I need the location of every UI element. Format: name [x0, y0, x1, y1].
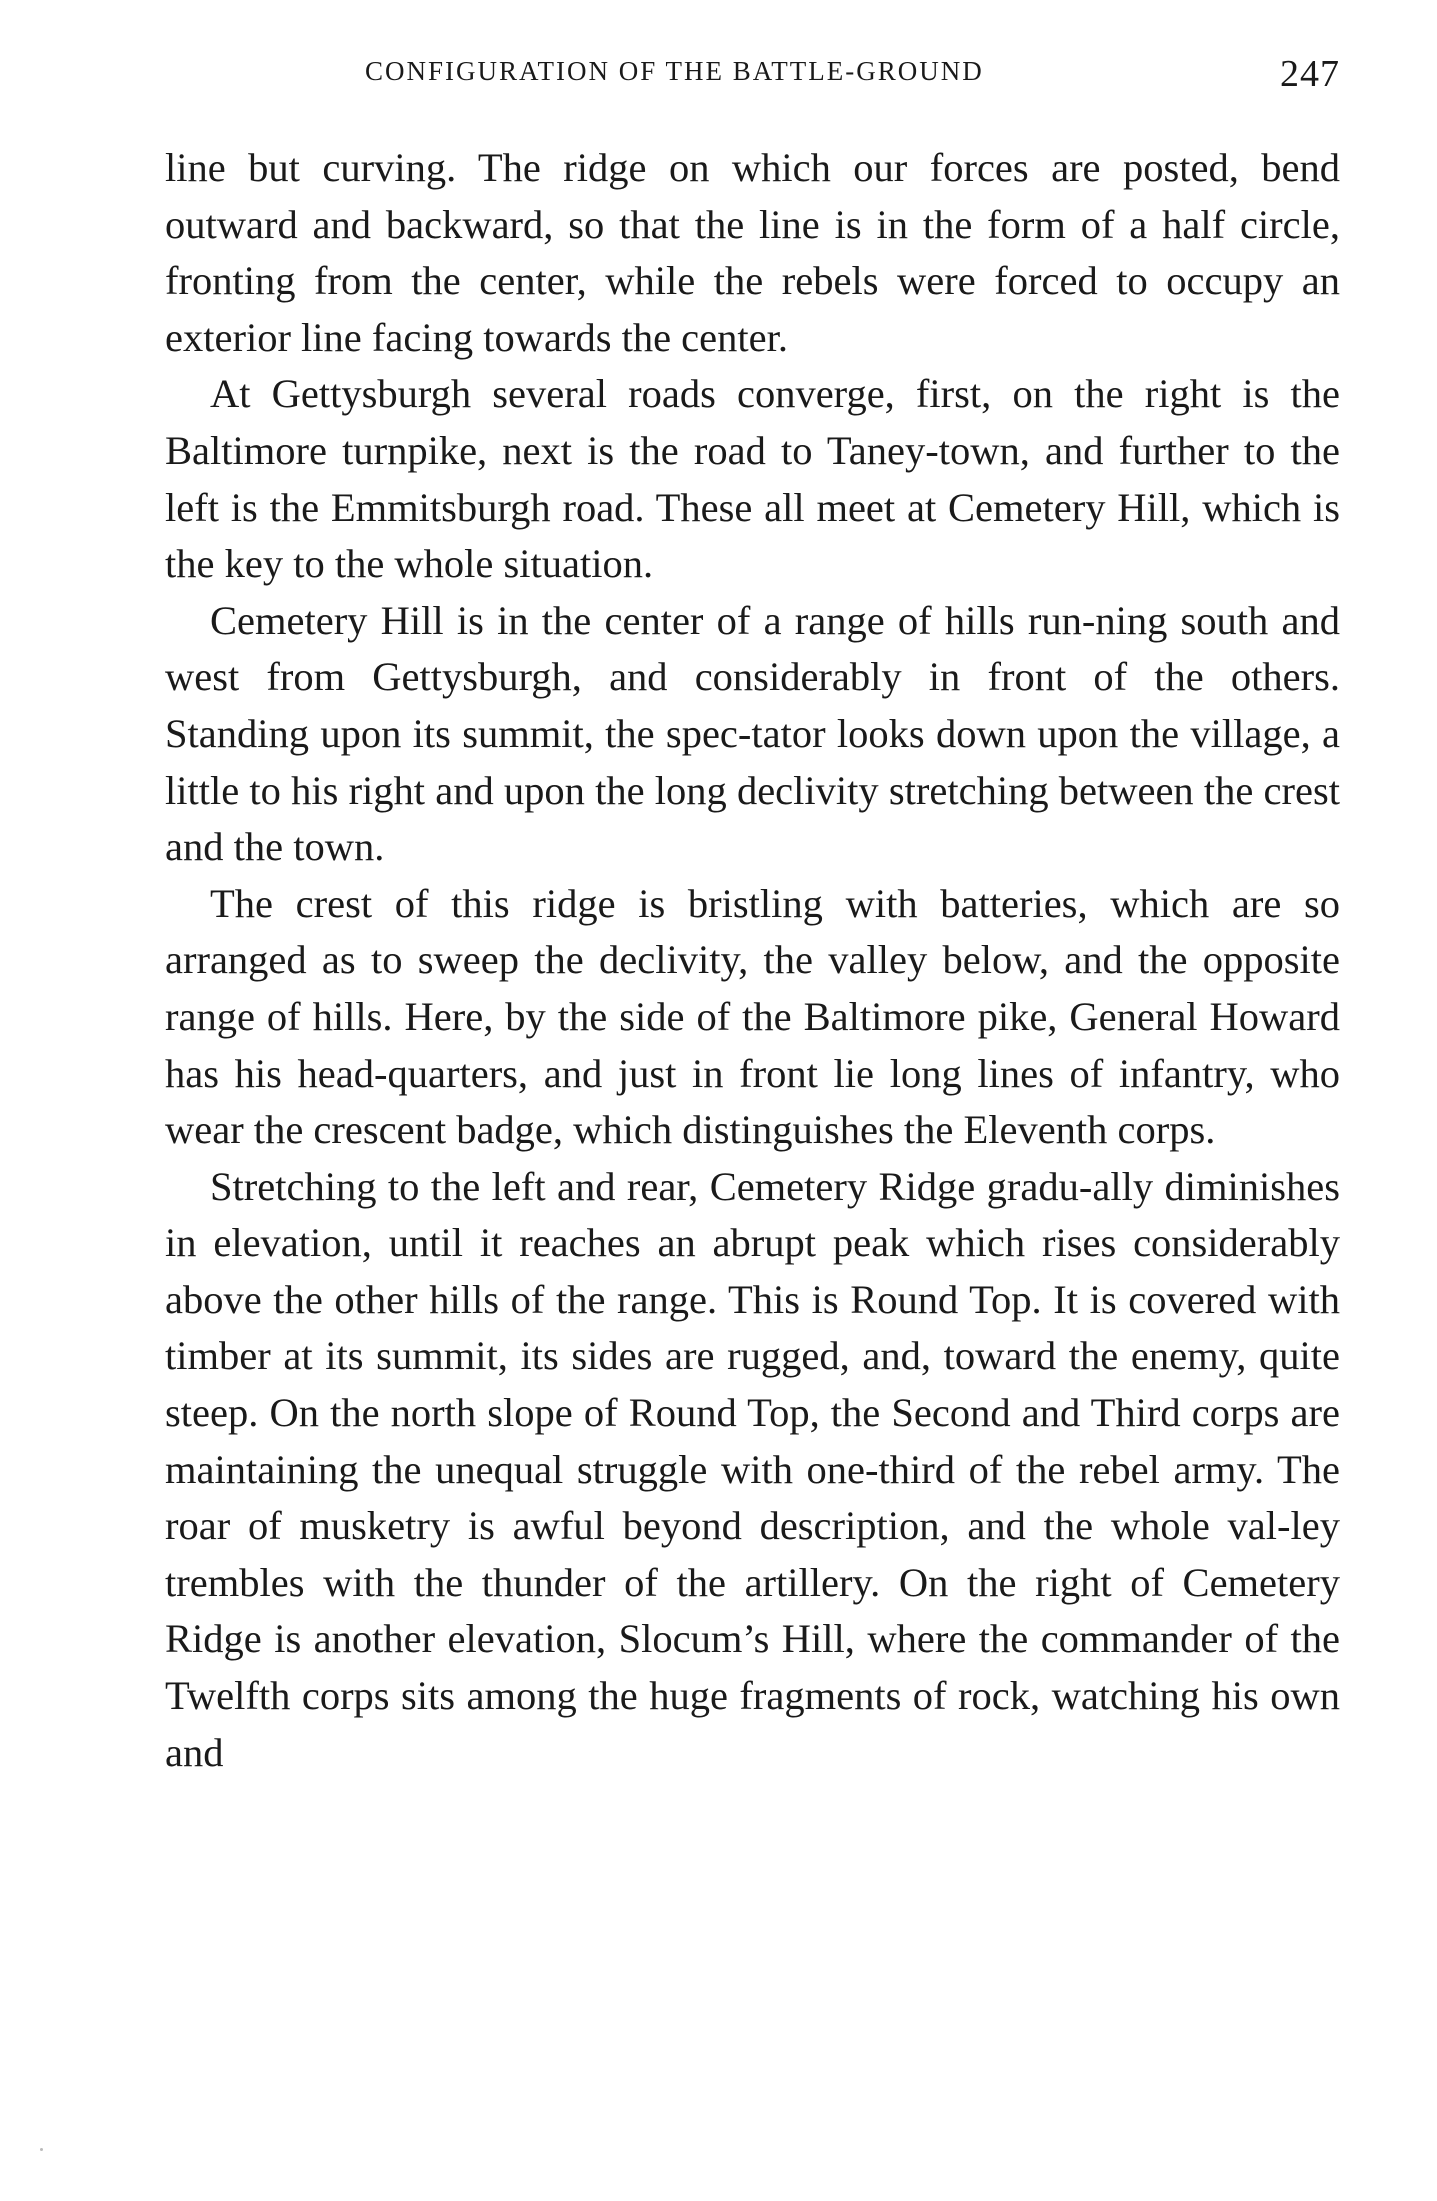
page-number: 247	[1280, 53, 1340, 95]
paragraph-cemetery-hill: Cemetery Hill is in the center of a range of hills run-ning south and west from Gettysburgh, and considerably in front of the others. Standing upon its summit, the spec-tator looks down upon the village, a little to his right and upon the long declivity stretching between the crest and the town.	[165, 597, 1340, 870]
body-text	[165, 140, 1340, 1781]
paper-speck	[40, 2148, 43, 2151]
paragraph-continued: line but curving. The ridge on which our forces are posted, bend outward and backward, so that the line is in the form of a half circle, fronting from the center, while the rebels were forced to occupy an exterior line facing towards the center.	[165, 145, 1340, 360]
paragraph-round-top: Stretching to the left and rear, Cemetery Ridge gradu-ally diminishes in elevation, until it reaches an abrupt peak which rises considerably above the other hills of the range. This is Round Top. It is covered with timber at its summit, its sides are rugged, and, toward the enemy, quite steep. On the north slope of Round Top, the Second and Third corps are maintaining the unequal struggle with one-third of the rebel army. The roar of musketry is awful beyond description, and the whole val-ley trembles with the thunder of the artillery. On the right of Cemetery Ridge is another elevation, Slocum’s Hill, where the commander of the Twelfth corps sits among the huge fragments of rock, watching his own and	[165, 1163, 1340, 1775]
paragraph-roads: At Gettysburgh several roads converge, first, on the right is the Baltimore turnpike, next is the road to Taney-town, and further to the left is the Emmitsburgh road. These all meet at Cemetery Hill, which is the key to the whole situation.	[165, 371, 1340, 587]
running-head	[165, 52, 1340, 112]
running-title: CONFIGURATION OF THE BATTLE-GROUND	[365, 56, 984, 86]
paragraph-batteries: The crest of this ridge is bristling with batteries, which are so arranged as to sweep the declivity, the valley below, and the opposite range of hills. Here, by the side of the Baltimore pike, General Howard has his head-quarters, and just in front lie long lines of infantry, who wear the crescent badge, which distinguishes the Eleventh corps.	[165, 880, 1340, 1153]
